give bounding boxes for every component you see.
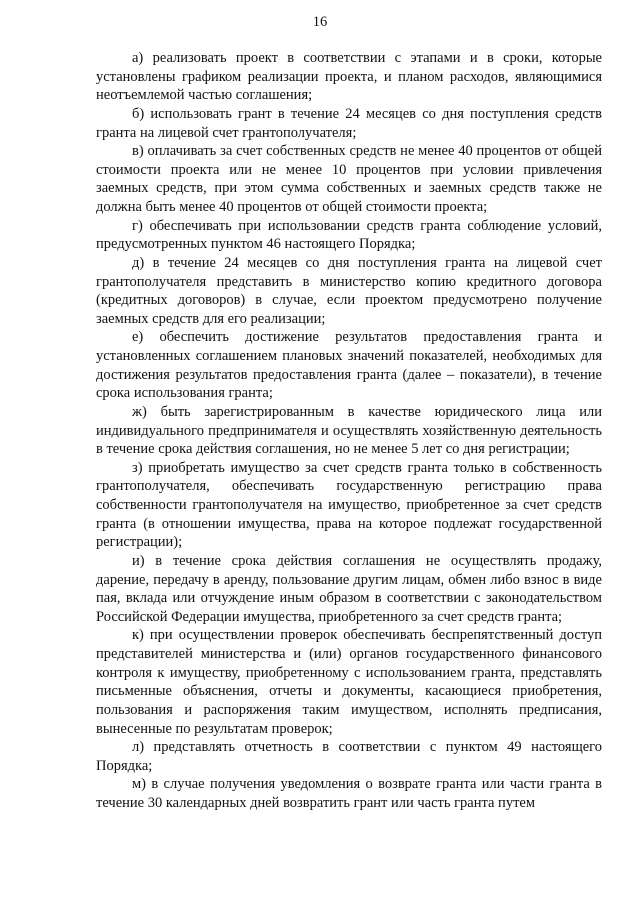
paragraph-v: в) оплачивать за счет собственных средств не менее 40 процентов от общей стоимости проекта или не менее 10 процентов при условии привлечения заемных средств, при этом сумма собственных и заемных средств также не должна быть менее 40 процентов от общей стоимости проекта;: [96, 143, 602, 215]
paragraph-a: а) реализовать проект в соответствии с этапами и в сроки, которые установлены графиком реализации проекта, и планом расходов, являющимися неотъемлемой частью соглашения;: [96, 50, 602, 104]
page-number: 16: [312, 14, 328, 30]
paragraph-e: е) обеспечить достижение результатов предоставления гранта и установленных соглашением плановых значений показателей, необходимых для достижения результатов предоставления гранта (далее – показатели), в течение срока использования гранта;: [96, 329, 602, 402]
paragraph-zh: ж) быть зарегистрированным в качестве юридического лица или индивидуального предпринимателя и осуществлять хозяйственную деятельность в течение срока действия соглашения, но не менее 5 лет со дня регистрации;: [96, 403, 602, 458]
paragraph-d: д) в течение 24 месяцев со дня поступления гранта на лицевой счет грантополучателя представить в министерство копию кредитного договора (кредитных договоров) в случае, если проектом предусмотрено получение заемных средств для его реализации;: [96, 254, 602, 327]
paragraph-b: б) использовать грант в течение 24 месяцев со дня поступления средств гранта на лицевой счет грантополучателя;: [96, 105, 602, 141]
paragraph-z: з) приобретать имущество за счет средств гранта только в собственность грантополучателя, обеспечивать государственную регистрацию права собственности грантополучателя на имущество, приобретенное за счет средств гранта (в отношении имущества, права на которое подлежат государственной регистрации);: [96, 459, 602, 551]
paragraph-g: г) обеспечивать при использовании средств гранта соблюдение условий, предусмотренных пунктом 46 настоящего Порядка;: [96, 217, 602, 253]
paragraph-l: л) представлять отчетность в соответствии с пунктом 49 настоящего Порядка;: [96, 739, 602, 774]
paragraph-k: к) при осуществлении проверок обеспечивать беспрепятственный доступ представителей министерства и (или) органов государственного финансового контроля к имуществу, приобретенному с использованием гранта, представлять письменные объяснения, отчеты и документы, касающиеся приобретения, пользования и распоряжения таким имуществом, исполнять предписания, вынесенные по результатам проверок;: [96, 627, 602, 737]
document-body: [96, 49, 602, 813]
paragraph-i: и) в течение срока действия соглашения не осуществлять продажу, дарение, передачу в аренду, пользование другим лицам, обмен либо взнос в виде пая, вклада или отчуждение иным образом в соответствии с законодательством Российской Федерации имущества, приобретенного за счет средств гранта;: [96, 552, 602, 625]
paragraph-m: м) в случае получения уведомления о возврате гранта или части гранта в течение 30 календарных дней возвратить грант или часть гранта путем: [96, 776, 602, 811]
